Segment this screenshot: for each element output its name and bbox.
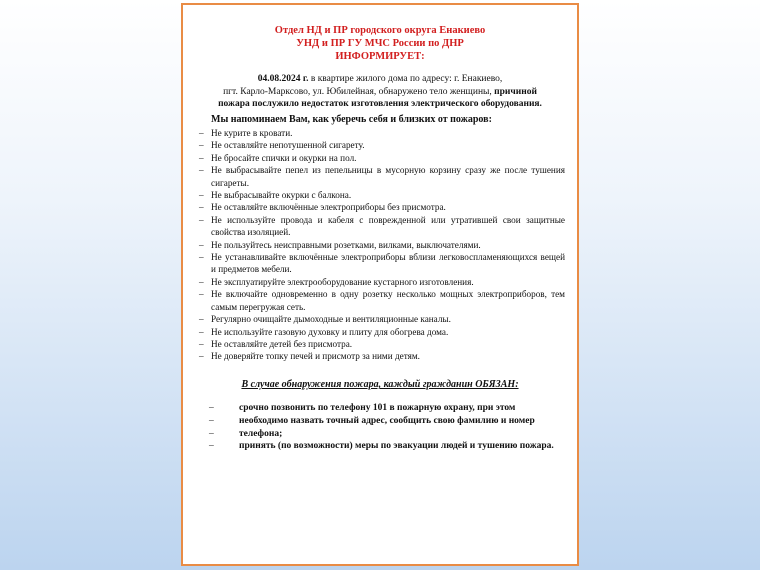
header-line-1: Отдел НД и ПР городского округа Енакиево (274, 25, 486, 36)
list-dash: – (209, 415, 214, 426)
safety-rule-item (199, 313, 565, 325)
incident-text-1: в квартире жилого дома по адресу: г. Енакиево, (308, 74, 503, 84)
header-line-2: УНД и ПР ГУ МЧС России по ДНР (296, 38, 464, 49)
safety-rule-item (199, 127, 565, 139)
list-dash: – (199, 128, 204, 138)
list-dash: – (199, 289, 204, 300)
citizen-duty-text: необходимо назвать точный адрес, сообщить свою фамилию и номер (239, 415, 535, 426)
citizen-duty-item (209, 415, 565, 428)
remind-title: Мы напоминаем Вам, как уберечь себя и близких от пожаров: (211, 114, 492, 125)
safety-rule-item (199, 251, 565, 276)
notice-header (183, 24, 577, 63)
list-dash: – (199, 239, 204, 250)
safety-rule-text: Не эксплуатируйте электрооборудование кустарного изготовления. (211, 276, 474, 287)
safety-rule-text: Не оставляйте включённые электроприборы без присмотра. (211, 202, 446, 213)
safety-rule-item (199, 288, 565, 313)
list-dash: – (209, 403, 214, 413)
safety-rule-text: Не используйте провода и кабеля с поврежденной или утратившей свои защитные свойства изоляцией. (211, 214, 565, 238)
safety-rule-text: Не оставляйте непотушенной сигарету. (211, 140, 365, 151)
list-dash: – (199, 165, 204, 176)
list-dash: – (199, 314, 204, 325)
citizen-duty-item (209, 428, 565, 441)
safety-rule-text: Не доверяйте топку печей и присмотр за ними детям. (211, 351, 420, 362)
list-dash: – (199, 326, 204, 337)
safety-rule-item (199, 276, 565, 288)
citizen-duty-text: телефона; (239, 428, 283, 439)
safety-rule-item (199, 201, 565, 213)
safety-rule-item (199, 338, 565, 350)
incident-cause-word: причиной (494, 86, 537, 97)
safety-rule-item (199, 189, 565, 201)
list-dash: – (199, 140, 204, 151)
list-dash: – (199, 351, 204, 362)
safety-rule-text: Не курите в кровати. (211, 128, 293, 138)
citizen-duty-item (209, 440, 565, 453)
safety-rule-item (199, 239, 565, 251)
incident-text-3: пожара послужило недостаток изготовления электрического оборудования. (218, 99, 542, 109)
safety-rule-item (199, 350, 565, 362)
citizen-duty-text: срочно позвонить по телефону 101 в пожарную охрану, при этом (239, 403, 516, 413)
safety-rule-item (199, 152, 565, 164)
list-dash: – (209, 441, 214, 452)
list-dash: – (199, 202, 204, 213)
list-dash: – (199, 152, 204, 163)
safety-rules-list (199, 127, 565, 363)
list-dash: – (199, 252, 204, 263)
safety-rule-text: Регулярно очищайте дымоходные и вентиляционные каналы. (211, 314, 451, 325)
list-dash: – (199, 338, 204, 349)
safety-rule-text: Не включайте одновременно в одну розетку несколько мощных электроприборов, тем самым перегружая сеть. (211, 289, 565, 312)
safety-rule-item (199, 139, 565, 151)
safety-rule-item (199, 214, 565, 239)
safety-rule-text: Не пользуйтесь неисправными розетками, вилками, выключателями. (211, 239, 481, 250)
citizen-duty-text: принять (по возможности) меры по эвакуации людей и тушению пожара. (239, 441, 554, 452)
safety-rule-text: Не используйте газовую духовку и плиту для обогрева дома. (211, 326, 449, 337)
safety-rule-item (199, 164, 565, 189)
incident-date: 04.08.2024 г. (257, 74, 309, 84)
list-dash: – (199, 214, 204, 225)
safety-rule-text: Не устанавливайте включённые электроприборы вблизи легковоспламеняющихся вещей и предметов мебели. (211, 252, 565, 275)
safety-rule-text: Не оставляйте детей без присмотра. (211, 338, 353, 349)
list-dash: – (209, 428, 214, 439)
header-line-3: ИНФОРМИРУЕТ: (335, 51, 425, 62)
citizen-duties-list (209, 402, 565, 453)
list-dash: – (199, 190, 204, 201)
citizen-duty-item (209, 402, 565, 415)
safety-rule-text: Не выбрасывайте пепел из пепельницы в мусорную корзину сразу же после тушения сигареты. (211, 165, 565, 188)
safety-rule-text: Не выбрасывайте окурки с балкона. (211, 190, 352, 201)
incident-text-2: пгт. Карло-Марксово, ул. Юбилейная, обнаружено тело женщины, (223, 86, 495, 97)
duty-title: В случае обнаружения пожара, каждый гражданин ОБЯЗАН: (241, 379, 519, 390)
incident-report (197, 73, 563, 111)
notice-sheet (181, 3, 579, 566)
safety-rule-text: Не бросайте спички и окурки на пол. (211, 152, 357, 163)
safety-rule-item (199, 326, 565, 338)
list-dash: – (199, 276, 204, 287)
